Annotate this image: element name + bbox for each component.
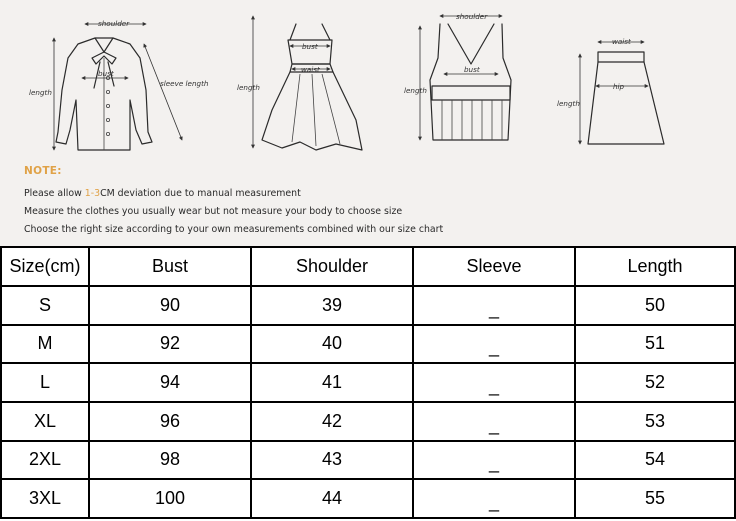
table-row — [1, 441, 735, 480]
cell-length: 51 — [575, 325, 735, 364]
header-shoulder: Shoulder — [251, 247, 413, 286]
note-line-deviation-post: CM deviation due to manual measurement — [100, 188, 301, 199]
cell-sleeve: _ — [413, 479, 575, 518]
table-header-row — [1, 247, 735, 286]
table-row — [1, 325, 735, 364]
cell-size: S — [1, 286, 89, 325]
cell-shoulder: 40 — [251, 325, 413, 364]
cell-size: XL — [1, 402, 89, 441]
blouse-length-label: length — [29, 88, 52, 97]
header-length: Length — [575, 247, 735, 286]
note-line-deviation-pre: Please allow — [24, 188, 85, 199]
skirt-hip-label: hip — [613, 82, 625, 91]
cell-size: 3XL — [1, 479, 89, 518]
skirt-waist-label: waist — [612, 37, 631, 46]
note-deviation-range: 1-3 — [84, 188, 101, 199]
tank-bust-label: bust — [464, 65, 480, 74]
tank-top-illustration — [404, 12, 511, 140]
size-table — [0, 246, 736, 519]
dress-length-label: length — [237, 83, 260, 92]
blouse-sleeve-label: sleeve length — [160, 79, 209, 88]
cell-length: 52 — [575, 363, 735, 402]
cell-sleeve: _ — [413, 286, 575, 325]
header-sleeve: Sleeve — [413, 247, 575, 286]
cell-bust: 92 — [89, 325, 251, 364]
note-line-deviation — [24, 185, 443, 203]
cell-bust: 96 — [89, 402, 251, 441]
dress-waist-label: waist — [301, 65, 320, 74]
measurement-diagram-panel — [0, 0, 736, 246]
blouse-shoulder-label: shoulder — [98, 19, 130, 28]
cell-length: 50 — [575, 286, 735, 325]
table-row — [1, 363, 735, 402]
cell-shoulder: 39 — [251, 286, 413, 325]
cell-bust: 100 — [89, 479, 251, 518]
dress-illustration — [237, 16, 362, 150]
cell-shoulder: 44 — [251, 479, 413, 518]
table-row — [1, 286, 735, 325]
skirt-illustration — [557, 37, 664, 144]
cell-bust: 90 — [89, 286, 251, 325]
cell-bust: 98 — [89, 441, 251, 480]
header-size: Size(cm) — [1, 247, 89, 286]
table-row — [1, 479, 735, 518]
cell-shoulder: 43 — [251, 441, 413, 480]
cell-size: L — [1, 363, 89, 402]
cell-sleeve: _ — [413, 363, 575, 402]
cell-length: 54 — [575, 441, 735, 480]
cell-sleeve: _ — [413, 325, 575, 364]
note-line-choose: Choose the right size according to your own measurements combined with our size chart — [24, 224, 444, 235]
table-row — [1, 402, 735, 441]
cell-length: 55 — [575, 479, 735, 518]
header-bust: Bust — [89, 247, 251, 286]
cell-size: M — [1, 325, 89, 364]
blouse-buttons — [106, 76, 109, 135]
cell-sleeve: _ — [413, 402, 575, 441]
tank-length-label: length — [404, 86, 427, 95]
cell-shoulder: 41 — [251, 363, 413, 402]
cell-shoulder: 42 — [251, 402, 413, 441]
note-line-measure: Measure the clothes you usually wear but not measure your body to choose size — [24, 206, 403, 217]
cell-length: 53 — [575, 402, 735, 441]
cell-sleeve: _ — [413, 441, 575, 480]
skirt-length-label: length — [557, 99, 580, 108]
tank-shoulder-label: shoulder — [456, 12, 488, 21]
note-title: NOTE: — [24, 165, 62, 177]
cell-bust: 94 — [89, 363, 251, 402]
blouse-bust-label: bust — [98, 69, 114, 78]
measurement-notes — [24, 165, 443, 239]
dress-bust-label: bust — [302, 42, 318, 51]
cell-size: 2XL — [1, 441, 89, 480]
blouse-illustration — [29, 19, 209, 150]
